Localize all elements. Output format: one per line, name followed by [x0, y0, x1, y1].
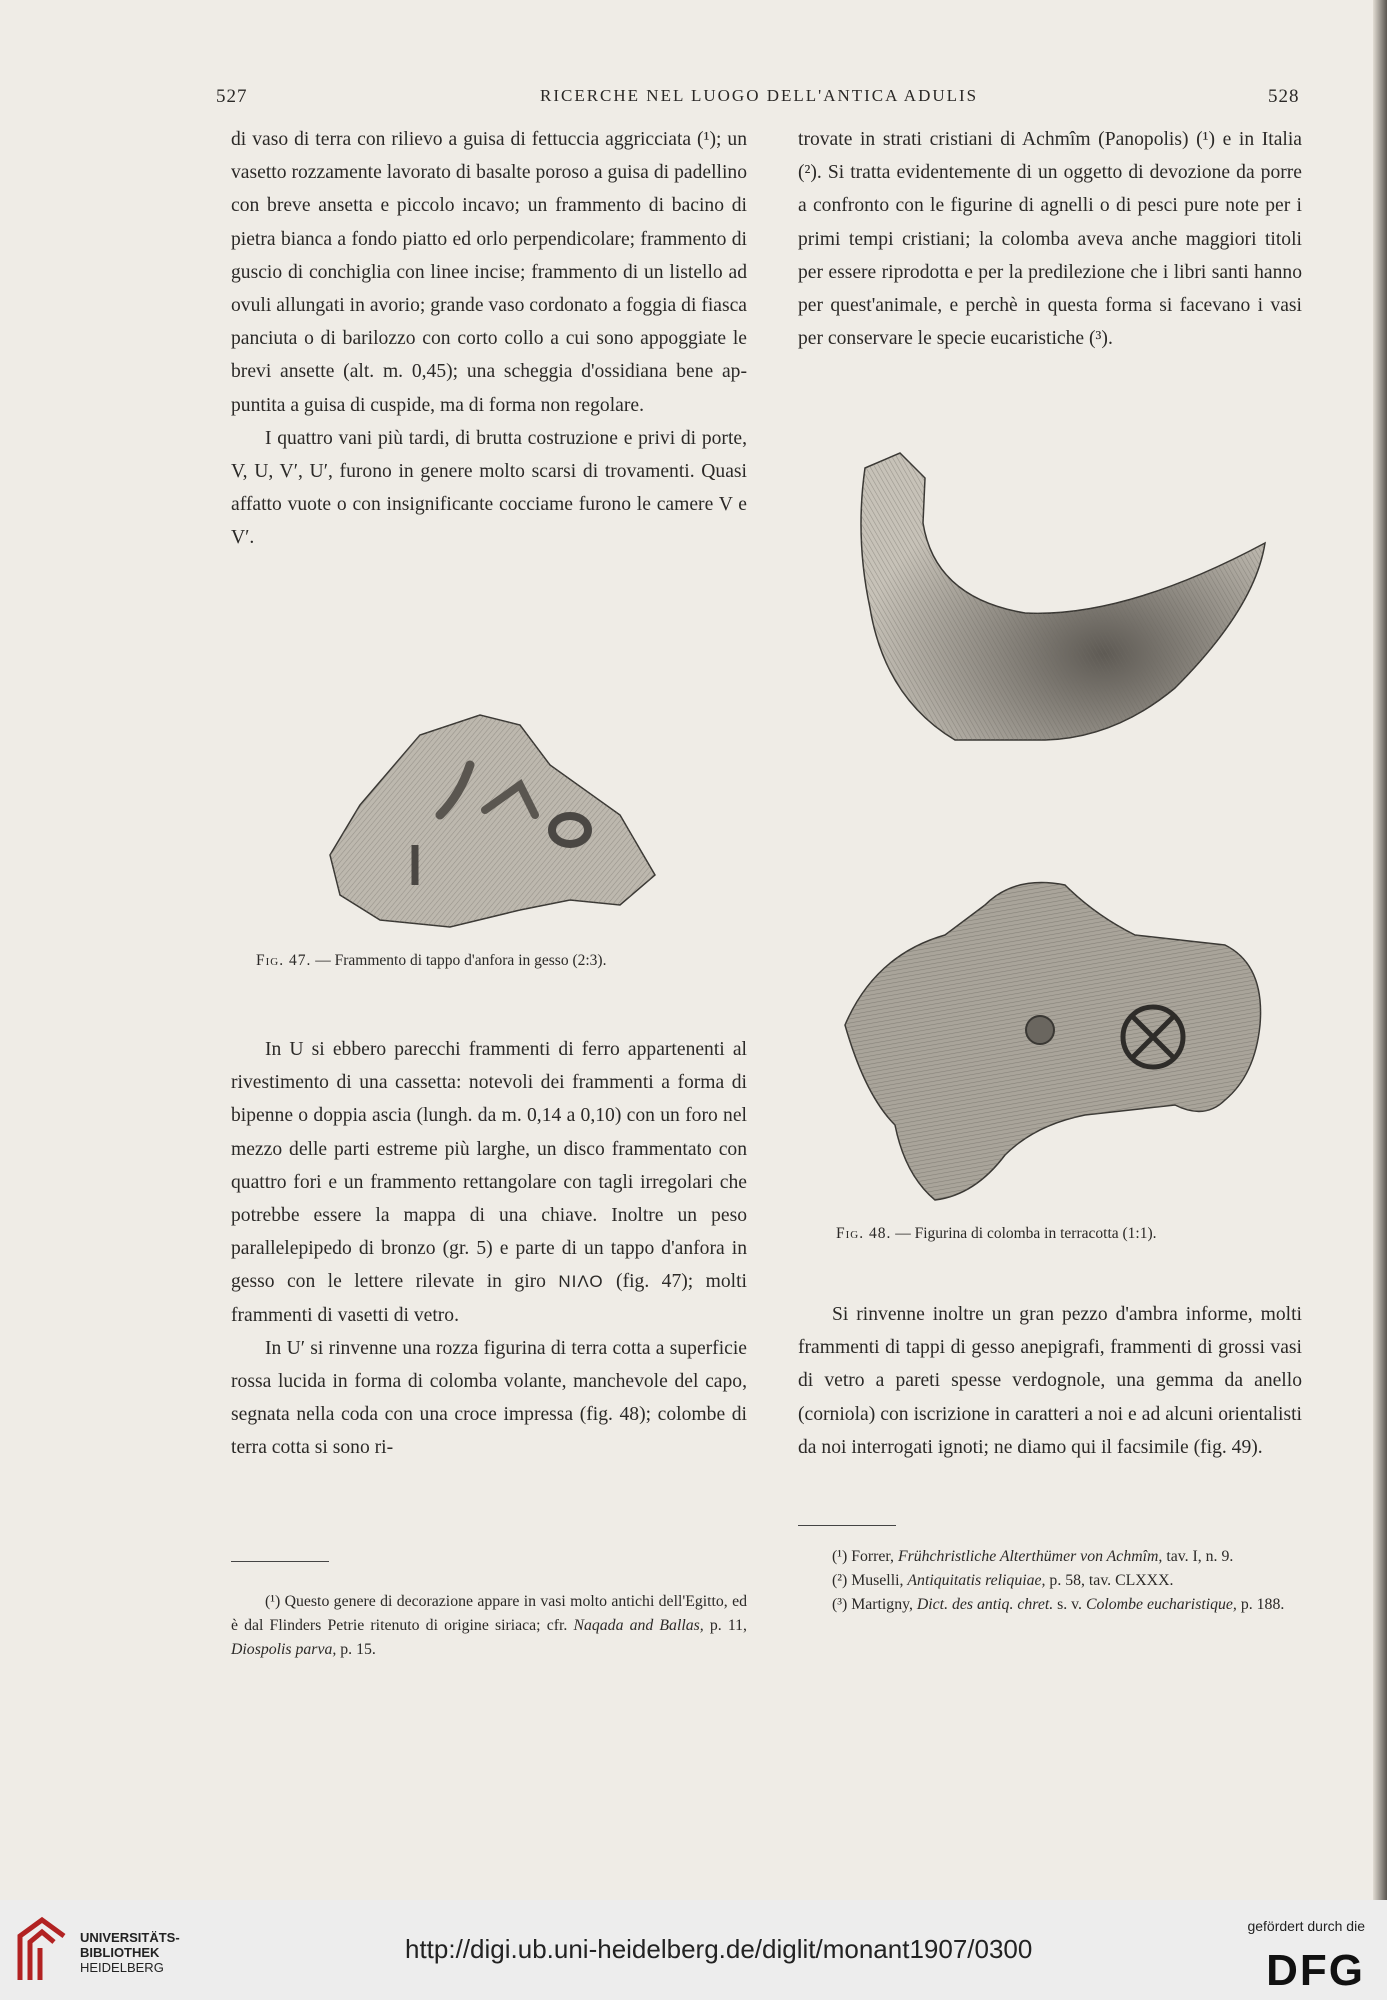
running-title: RICERCHE NEL LUOGO DELL'ANTICA ADULIS: [540, 86, 979, 105]
left-column-top: [231, 123, 747, 555]
footnotes-left: [231, 1590, 747, 1662]
figure-47-caption: [256, 952, 606, 970]
footnote: (¹) Questo genere di decorazione appare in vasi molto antichi dell'Egitto, ed è dal Flinders Petrie ritenuto di origine siriaca; cfr. Naqada and Ballas, p. 11, Diospolis parva, p. 15.: [231, 1593, 747, 1658]
paragraph: di vaso di terra con rilievo a guisa di fettuccia aggricciata (¹); un vasetto rozzamente lavorato di basalte poroso a guisa di padellino con breve ansetta e piccolo incavo; un frammento di bacino di pietra bianca a fondo piatto ed orlo perpendicolare; frammento di guscio di conchiglia con linee incise; frammento di un listello ad ovuli allungati in avorio; grande vaso cordonato a foggia di fiasca panciuta o di barilozzo con corto collo a cui sono appoggiate le brevi ansette (alt. m. 0,45); una scheggia d'ossidiana bene appuntita a guisa di cuspide, ma di forma non regolare.: [231, 129, 747, 416]
permalink-url[interactable]: http://digi.ub.uni-heidelberg.de/diglit/monant1907/0300: [405, 1934, 1033, 1964]
footnotes-right: [798, 1545, 1302, 1617]
funding-label: gefördert durch die: [1247, 1918, 1365, 1934]
paragraph: I quattro vani più tardi, di brutta costruzione e privi di porte, V, U, V′, U′, furono in genere molto scarsi di trovamenti. Quasi affatto vuote o con insignificante cocciame furono le camere V e V′.: [231, 427, 747, 549]
figure-48-caption: [836, 1225, 1157, 1243]
right-column-top: [798, 123, 1302, 355]
figure-48-image-top: [845, 448, 1275, 748]
paragraph: trovate in strati cristiani di Achmîm (Panopolis) (¹) e in Italia (²). Si tratta evidentemente di un oggetto di devozione da porre a confronto con le figurine di agnelli o di pesci pure note per i primi tempi cristiani; la colomba aveva anche maggiori titoli per essere riprodotta e per la predilezione che i libri santi hanno per quest'animale, e perchè in questa forma si facevano i vasi per conservare le specie eucaristiche (³).: [798, 129, 1302, 350]
dfg-logo: DFG: [1266, 1946, 1365, 1995]
left-column-bottom: [231, 1033, 747, 1465]
figure-47-image: [320, 705, 660, 930]
caption-text: — Figurina di colomba in terracotta (1:1).: [895, 1225, 1157, 1242]
page-number-right: 528: [1268, 86, 1300, 107]
figure-label: Fig. 48.: [836, 1225, 892, 1242]
footnote-rule: [231, 1561, 329, 1562]
paragraph-text-end: (fig. 47); molti frammenti di vasetti di vetro.: [231, 1271, 747, 1326]
footnote: (³) Martigny, Dict. des antiq. chret. s. v. Colombe eucharistique, p. 188.: [832, 1596, 1285, 1613]
figure-label: Fig. 47.: [256, 952, 312, 969]
library-name: UNIVERSITÄTS- BIBLIOTHEK HEIDELBERG: [80, 1930, 180, 1975]
paragraph: [231, 1033, 747, 1332]
footnote: (¹) Forrer, Frühchristliche Alterthümer von Achmîm, tav. I, n. 9.: [832, 1548, 1234, 1565]
inscription-letters: ΝΙΛΟ: [558, 1272, 604, 1292]
footnote: (²) Muselli, Antiquitatis reliquiae, p. 58, tav. CLXXX.: [832, 1572, 1174, 1589]
caption-text: — Frammento di tappo d'anfora in gesso (2:3).: [315, 952, 607, 969]
library-logo-icon: [14, 1914, 70, 1986]
paragraph-text: In U si ebbero parecchi frammenti di ferro appartenenti al rivestimento di una cassetta: notevoli dei frammenti a forma di bipenne o doppia ascia (lungh. da m. 0,14 a 0,10) con un foro nel mezzo delle parti estreme più larghe, un disco frammentato con quattro fori e un frammento rettangolare con tagli irregolari che potrebbe essere la mappa di una chiave. Inoltre un peso parallelepipedo di bronzo (gr. 5) e parte di un tappo d'anfora in gesso con le lettere rilevate in giro: [231, 1039, 747, 1293]
figure-48-image-bottom: [835, 875, 1270, 1205]
viewer-footer: [0, 1900, 1387, 2000]
right-column-bottom: [798, 1298, 1302, 1464]
footnote-rule: [798, 1525, 896, 1526]
page-number-left: 527: [216, 86, 248, 107]
paragraph: Si rinvenne inoltre un gran pezzo d'ambra informe, molti frammenti di tappi di gesso anepigrafi, frammenti di grossi vasi di vetro a pareti spesse verdognole, una gemma da anello (corniola) con iscrizione in caratteri a noi e ad alcuni orientalisti da noi interrogati ignoti; ne diamo qui il facsimile (fig. 49).: [798, 1304, 1302, 1458]
paragraph: In U′ si rinvenne una rozza figurina di terra cotta a superficie rossa lucida in forma di colomba volante, manchevole del capo, segnata nella coda con una croce impressa (fig. 48); colombe di terra cotta si sono ri-: [231, 1337, 747, 1459]
